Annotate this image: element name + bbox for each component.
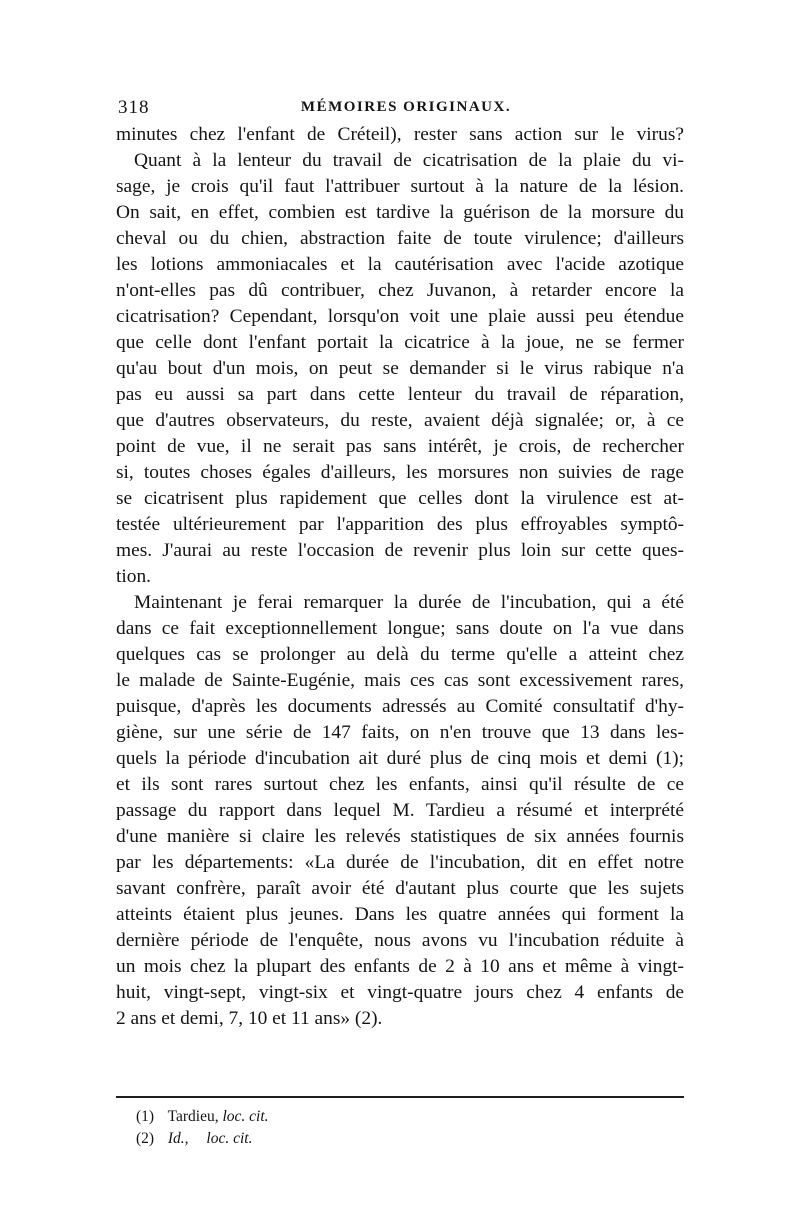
text-line: n'ont-elles pas dû contribuer, chez Juvanon, à retarder encore la [116, 280, 684, 301]
text-line: passage du rapport dans lequel M. Tardieu a résumé et interprété [116, 800, 684, 821]
text-line: et ils sont rares surtout chez les enfants, ainsi qu'il résulte de ce [116, 774, 684, 795]
text-line: giène, sur une série de 147 faits, on n'en trouve que 13 dans les- [116, 722, 684, 743]
text-line: Maintenant je ferai remarquer la durée de l'incubation, qui a été [134, 592, 684, 613]
text-line: que celle dont l'enfant portait la cicatrice à la joue, ne se fermer [116, 332, 684, 353]
text-line: tion. [116, 566, 152, 587]
footnote-2 [136, 1128, 676, 1150]
footnote-author: Tardieu, [167, 1108, 219, 1125]
running-title: MÉMOIRES ORIGINAUX. [300, 99, 512, 115]
text-line: testée ultérieurement par l'apparition des plus effroyables symptô- [116, 514, 684, 535]
text-line: puisque, d'après les documents adressés au Comité consultatif d'hy- [116, 696, 684, 717]
text-line: On sait, en effet, combien est tardive la guérison de la morsure du [116, 202, 684, 223]
text-line: mes. J'aurai au reste l'occasion de revenir plus loin sur cette ques- [116, 540, 684, 561]
text-line: Quant à la lenteur du travail de cicatrisation de la plaie du vi- [134, 150, 684, 171]
text-line: point de vue, il ne serait pas sans intérêt, je crois, de rechercher [116, 436, 684, 457]
text-line: que d'autres observateurs, du reste, avaient déjà signalée; or, à ce [116, 410, 684, 431]
text-line: atteints étaient plus jeunes. Dans les quatre années qui forment la [116, 904, 684, 925]
text-line: se cicatrisent plus rapidement que celles dont la virulence est at- [116, 488, 684, 509]
footnote-1 [136, 1106, 676, 1128]
page-number: 318 [118, 97, 150, 118]
running-head [118, 97, 684, 123]
text-line: quelques cas se prolonger au delà du terme qu'elle a atteint chez [116, 644, 684, 665]
body-text [116, 122, 684, 1032]
text-line: huit, vingt-sept, vingt-six et vingt-quatre jours chez 4 enfants de [116, 982, 684, 1003]
text-line: pas eu aussi sa part dans cette lenteur du travail de réparation, [116, 384, 684, 405]
footnote-number: (1) [136, 1108, 155, 1125]
text-line: le malade de Sainte-Eugénie, mais ces cas sont excessivement rares, [116, 670, 684, 691]
text-line: qu'au bout d'un mois, on peut se demander si le virus rabique n'a [116, 358, 684, 379]
text-line: d'une manière si claire les relevés statistiques de six années fournis [116, 826, 684, 847]
text-line: quels la période d'incubation ait duré plus de cinq mois et demi (1); [116, 748, 684, 769]
text-line: minutes chez l'enfant de Créteil), rester sans action sur le virus? [116, 124, 684, 145]
footnote-reference: loc. cit. [206, 1130, 253, 1147]
text-line: un mois chez la plupart des enfants de 2 à 10 ans et même à vingt- [116, 956, 684, 977]
footnotes [136, 1106, 676, 1150]
footnote-divider [116, 1096, 684, 1098]
footnote-number: (2) [136, 1130, 155, 1147]
text-line: cicatrisation? Cependant, lorsqu'on voit une plaie aussi peu étendue [116, 306, 684, 327]
text-line: dernière période de l'enquête, nous avons vu l'incubation réduite à [116, 930, 684, 951]
text-line: dans ce fait exceptionnellement longue; sans doute on l'a vue dans [116, 618, 684, 639]
text-line: les lotions ammoniacales et la cautérisation avec l'acide azotique [116, 254, 684, 275]
text-line: cheval ou du chien, abstraction faite de toute virulence; d'ailleurs [116, 228, 684, 249]
footnote-reference: loc. cit. [222, 1108, 269, 1125]
text-line: savant confrère, paraît avoir été d'autant plus courte que les sujets [116, 878, 684, 899]
text-line: par les départements: «La durée de l'incubation, dit en effet notre [116, 852, 684, 873]
footnote-author: Id., [167, 1130, 189, 1147]
text-line: si, toutes choses égales d'ailleurs, les morsures non suivies de rage [116, 462, 684, 483]
text-line: sage, je crois qu'il faut l'attribuer surtout à la nature de la lésion. [116, 176, 684, 197]
text-line: 2 ans et demi, 7, 10 et 11 ans» (2). [116, 1008, 383, 1029]
